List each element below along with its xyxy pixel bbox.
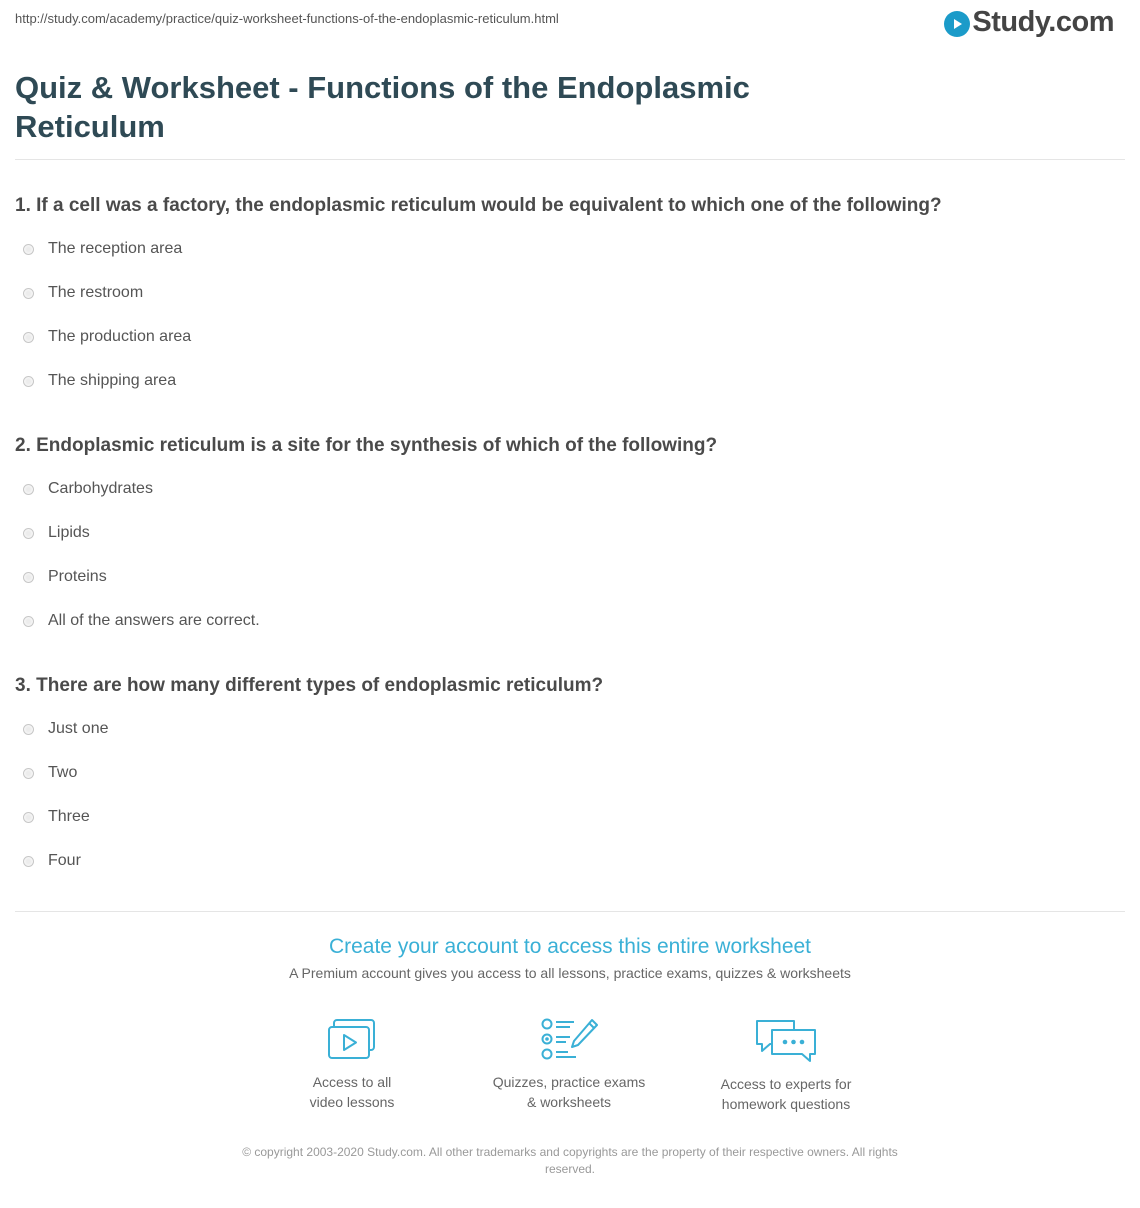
answer-option[interactable] (23, 807, 90, 827)
play-logo-icon (944, 11, 970, 37)
answer-option[interactable] (23, 283, 143, 303)
radio-button[interactable] (23, 528, 34, 539)
question-3: 3. There are how many different types of endoplasmic reticulum? (15, 675, 604, 696)
radio-button[interactable] (23, 616, 34, 627)
answer-label: Two (48, 764, 78, 781)
radio-button[interactable] (23, 724, 34, 735)
answer-option[interactable] (23, 567, 107, 587)
chat-experts-icon (686, 1018, 886, 1064)
answer-option[interactable] (23, 479, 153, 499)
feature-label: Access to all video lessons (309, 1074, 395, 1110)
radio-button[interactable] (23, 572, 34, 583)
answer-label: All of the answers are correct. (48, 612, 260, 629)
radio-button[interactable] (23, 484, 34, 495)
answer-label: Lipids (48, 524, 90, 541)
answer-label: The restroom (48, 284, 144, 301)
page-url: http://study.com/academy/practice/quiz-worksheet-functions-of-the-endoplasmic-reticulum.html (15, 11, 559, 26)
radio-button[interactable] (23, 768, 34, 779)
radio-button[interactable] (23, 288, 34, 299)
create-account-link[interactable]: Create your account to access this entire worksheet (328, 935, 812, 958)
study-logo[interactable] (944, 6, 1114, 39)
radio-button[interactable] (23, 812, 34, 823)
title-divider (15, 159, 1125, 160)
answer-option[interactable] (23, 371, 176, 391)
cta-subtitle: A Premium account gives you access to all lessons, practice exams, quizzes & worksheets (289, 965, 851, 981)
answer-option[interactable] (23, 719, 108, 739)
answer-option[interactable] (23, 611, 260, 631)
radio-button[interactable] (23, 376, 34, 387)
quiz-worksheet-icon (469, 1018, 669, 1062)
answer-label: The shipping area (48, 372, 177, 389)
cta-divider (15, 911, 1125, 912)
answer-label: Just one (48, 720, 109, 737)
copyright-footer: © copyright 2003-2020 Study.com. All other trademarks and copyrights are the property of their respective owners. All rights reserved. (242, 1145, 898, 1176)
question-2: 2. Endoplasmic reticulum is a site for the synthesis of which of the following? (15, 435, 718, 456)
radio-button[interactable] (23, 244, 34, 255)
answer-label: The production area (48, 328, 192, 345)
answer-label: Four (48, 852, 81, 869)
logo-text: Study.com (972, 6, 1114, 38)
answer-option[interactable] (23, 851, 81, 871)
radio-button[interactable] (23, 856, 34, 867)
answer-option[interactable] (23, 763, 77, 783)
answer-label: Proteins (48, 568, 107, 585)
answer-option[interactable] (23, 327, 191, 347)
video-lessons-icon (252, 1018, 452, 1062)
page-title: Quiz & Worksheet - Functions of the Endoplasmic Reticulum (15, 70, 750, 144)
answer-label: Carbohydrates (48, 480, 153, 497)
feature-label: Access to experts for homework questions (720, 1076, 852, 1112)
feature-experts (686, 1018, 886, 1114)
answer-label: The reception area (48, 240, 183, 257)
question-1: 1. If a cell was a factory, the endoplasmic reticulum would be equivalent to which one of the following? (15, 195, 942, 216)
answer-option[interactable] (23, 523, 90, 543)
answer-option[interactable] (23, 239, 182, 259)
feature-video-lessons (252, 1018, 452, 1112)
answer-label: Three (48, 808, 90, 825)
feature-quizzes (469, 1018, 669, 1112)
radio-button[interactable] (23, 332, 34, 343)
feature-label: Quizzes, practice exams & worksheets (492, 1074, 646, 1110)
